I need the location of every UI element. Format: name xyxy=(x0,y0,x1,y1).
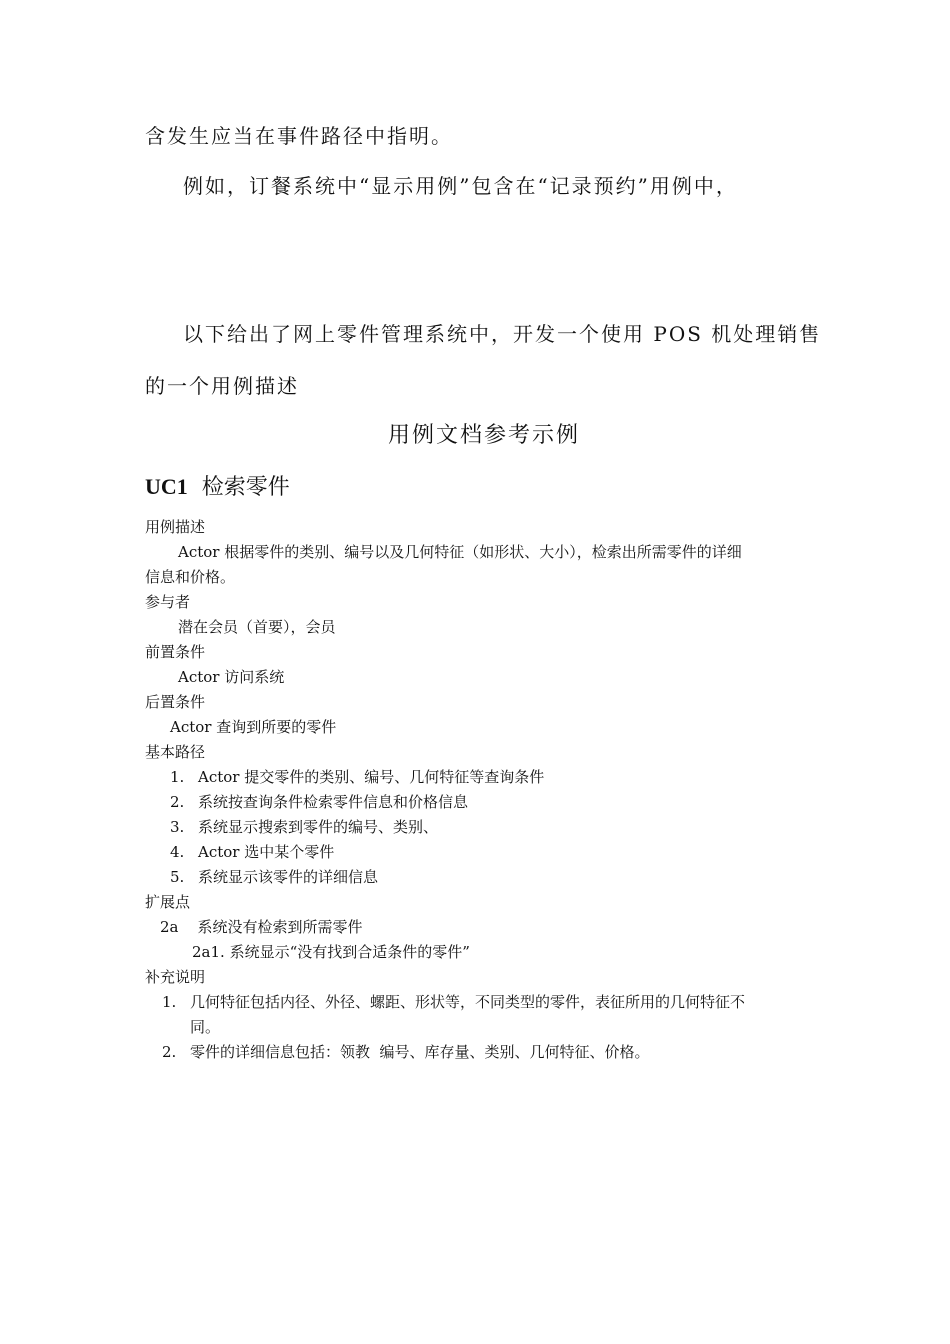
desc-line-1: Actor 根据零件的类别、编号以及几何特征（如形状、大小），检索出所需零件的详细 xyxy=(178,543,742,561)
step-number: 5. xyxy=(170,868,185,886)
note-item-continuation: 同。 xyxy=(190,1018,221,1036)
step-number: 3. xyxy=(170,818,185,836)
usecase-heading xyxy=(145,470,290,501)
basic-step xyxy=(170,841,334,862)
step-number: 1. xyxy=(170,768,185,786)
basic-step xyxy=(170,791,468,812)
actors-heading: 参与者 xyxy=(145,593,191,611)
intro-line-2: 例如，订餐系统中“显示用例”包含在“记录预约”用例中， xyxy=(183,174,738,198)
step-text: 系统按查询条件检索零件信息和价格信息 xyxy=(198,793,469,811)
usecase-name: 检索零件 xyxy=(201,475,290,500)
desc-line-2: 信息和价格。 xyxy=(145,568,236,586)
postcondition-text: Actor 查询到所要的零件 xyxy=(170,718,337,736)
intro-line-1: 含发生应当在事件路径中指明。 xyxy=(145,124,453,148)
note-number: 2. xyxy=(162,1043,177,1061)
document-title: 用例文档参考示例 xyxy=(388,423,581,448)
postcondition-heading: 后置条件 xyxy=(145,693,206,711)
note-text: 零件的详细信息包括：领教 编号、库存量、类别、几何特征、价格。 xyxy=(190,1043,650,1061)
step-text: Actor 提交零件的类别、编号、几何特征等查询条件 xyxy=(198,768,545,786)
desc-heading: 用例描述 xyxy=(145,518,206,536)
note-item xyxy=(162,991,745,1012)
intro-line-3: 以下给出了网上零件管理系统中，开发一个使用 POS 机处理销售 xyxy=(183,322,822,346)
extension-heading: 扩展点 xyxy=(145,893,191,911)
precondition-heading: 前置条件 xyxy=(145,643,206,661)
note-item xyxy=(162,1041,650,1062)
actors-text: 潜在会员（首要），会员 xyxy=(178,618,336,636)
step-text: Actor 选中某个零件 xyxy=(198,843,335,861)
step-number: 4. xyxy=(170,843,185,861)
note-number: 1. xyxy=(162,993,177,1011)
usecase-id: UC1 xyxy=(145,474,188,499)
basic-step xyxy=(170,866,378,887)
precondition-text: Actor 访问系统 xyxy=(178,668,285,686)
step-number: 2. xyxy=(170,793,185,811)
extension-2a: 2a 系统没有检索到所需零件 xyxy=(160,918,363,936)
notes-heading: 补充说明 xyxy=(145,968,206,986)
intro-line-4: 的一个用例描述 xyxy=(145,374,299,398)
note-text: 几何特征包括内径、外径、螺距、形状等，不同类型的零件，表征所用的几何特征不 xyxy=(190,993,746,1011)
extension-2a1: 2a1. 系统显示“没有找到合适条件的零件” xyxy=(192,943,470,961)
basic-step xyxy=(170,766,544,787)
basic-step xyxy=(170,816,438,837)
step-text: 系统显示搜索到零件的编号、类别、 xyxy=(198,818,439,836)
step-text: 系统显示该零件的详细信息 xyxy=(198,868,379,886)
basic-path-heading: 基本路径 xyxy=(145,743,206,761)
